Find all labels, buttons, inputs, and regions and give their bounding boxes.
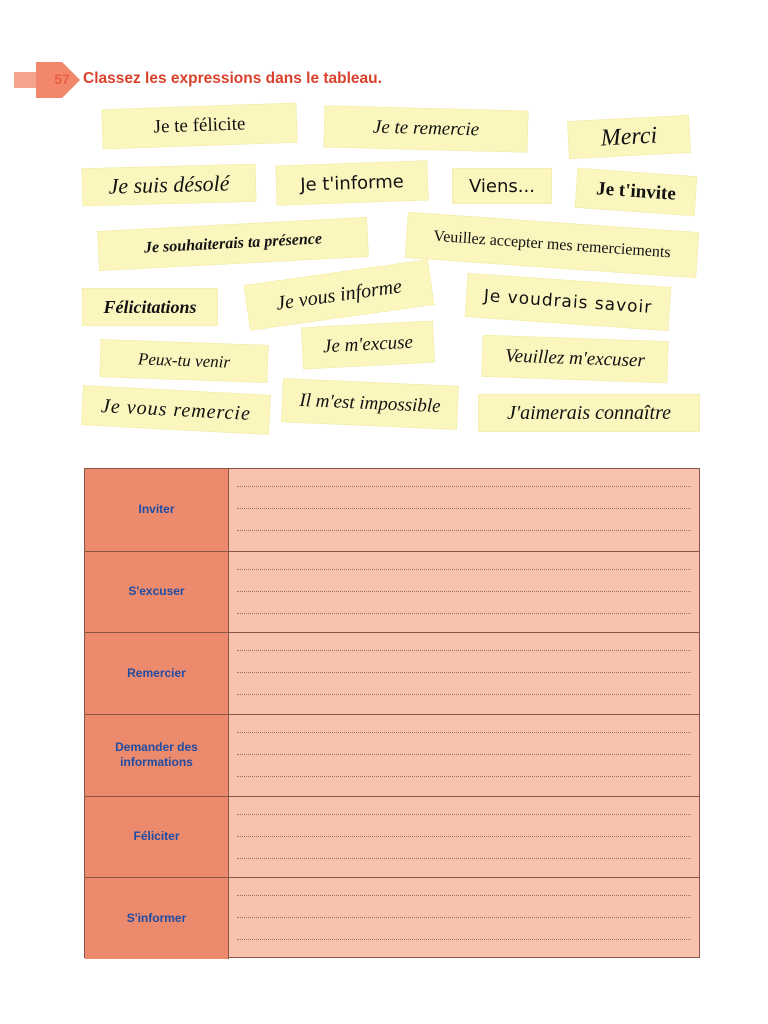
answer-line[interactable] [237,895,691,896]
category-cell [85,878,229,959]
category-label: S'excuser [128,584,185,599]
exercise-number: 57 [54,71,70,87]
category-cell [85,715,229,796]
exercise-header [14,60,534,100]
expression-label: Je te remercie [323,105,528,152]
answer-line[interactable] [237,486,691,487]
answer-line[interactable] [237,858,691,859]
answer-line[interactable] [237,591,691,592]
exercise-number-badge [14,60,84,100]
answer-line[interactable] [237,939,691,940]
table-row [85,877,699,959]
answer-line[interactable] [237,917,691,918]
category-cell [85,633,229,714]
expression-label: Merci [567,115,691,159]
table-row [85,796,699,878]
expression-label: Je suis désolé [82,164,257,207]
expression-label: J'aimerais connaître [478,394,700,432]
category-cell [85,797,229,878]
answer-line[interactable] [237,814,691,815]
category-label: Féliciter [133,829,180,844]
category-label: S'informer [126,911,187,926]
classification-table [84,468,700,958]
expression-label: Je t'invite [575,168,697,216]
expression-label: Peux-tu venir [99,339,268,383]
table-row [85,551,699,633]
answer-line[interactable] [237,836,691,837]
answer-line[interactable] [237,613,691,614]
expression-label: Félicitations [82,288,218,326]
answer-line[interactable] [237,530,691,531]
expression-label: Viens... [452,168,552,204]
answer-line[interactable] [237,732,691,733]
answer-line[interactable] [237,672,691,673]
category-label: Remercier [127,666,186,681]
table-row [85,632,699,714]
answer-line[interactable] [237,694,691,695]
expression-label: Veuillez accepter mes remerciements [405,212,699,278]
answer-line[interactable] [237,650,691,651]
answer-line[interactable] [237,776,691,777]
answer-line[interactable] [237,569,691,570]
expression-label: Je souhaiterais ta présence [97,217,369,271]
answer-line[interactable] [237,508,691,509]
category-label: Inviter [138,502,175,517]
expression-label: Veuillez m'excuser [481,335,668,383]
expression-label: Il m'est impossible [281,378,459,430]
expression-label: Je t'informe [275,160,428,205]
category-cell [85,552,229,633]
table-row [85,714,699,796]
answer-line[interactable] [237,754,691,755]
expression-label: Je te félicite [101,103,297,150]
expression-label: Je vous informe [244,259,435,330]
expression-label: Je voudrais savoir [465,273,672,331]
expression-label: Je vous remercie [81,385,271,435]
category-cell [85,469,229,551]
expression-label: Je m'excuse [301,321,435,370]
exercise-instruction: Classez les expressions dans le tableau. [83,70,382,87]
table-row [85,469,699,551]
category-label: Demander des informations [115,740,198,770]
